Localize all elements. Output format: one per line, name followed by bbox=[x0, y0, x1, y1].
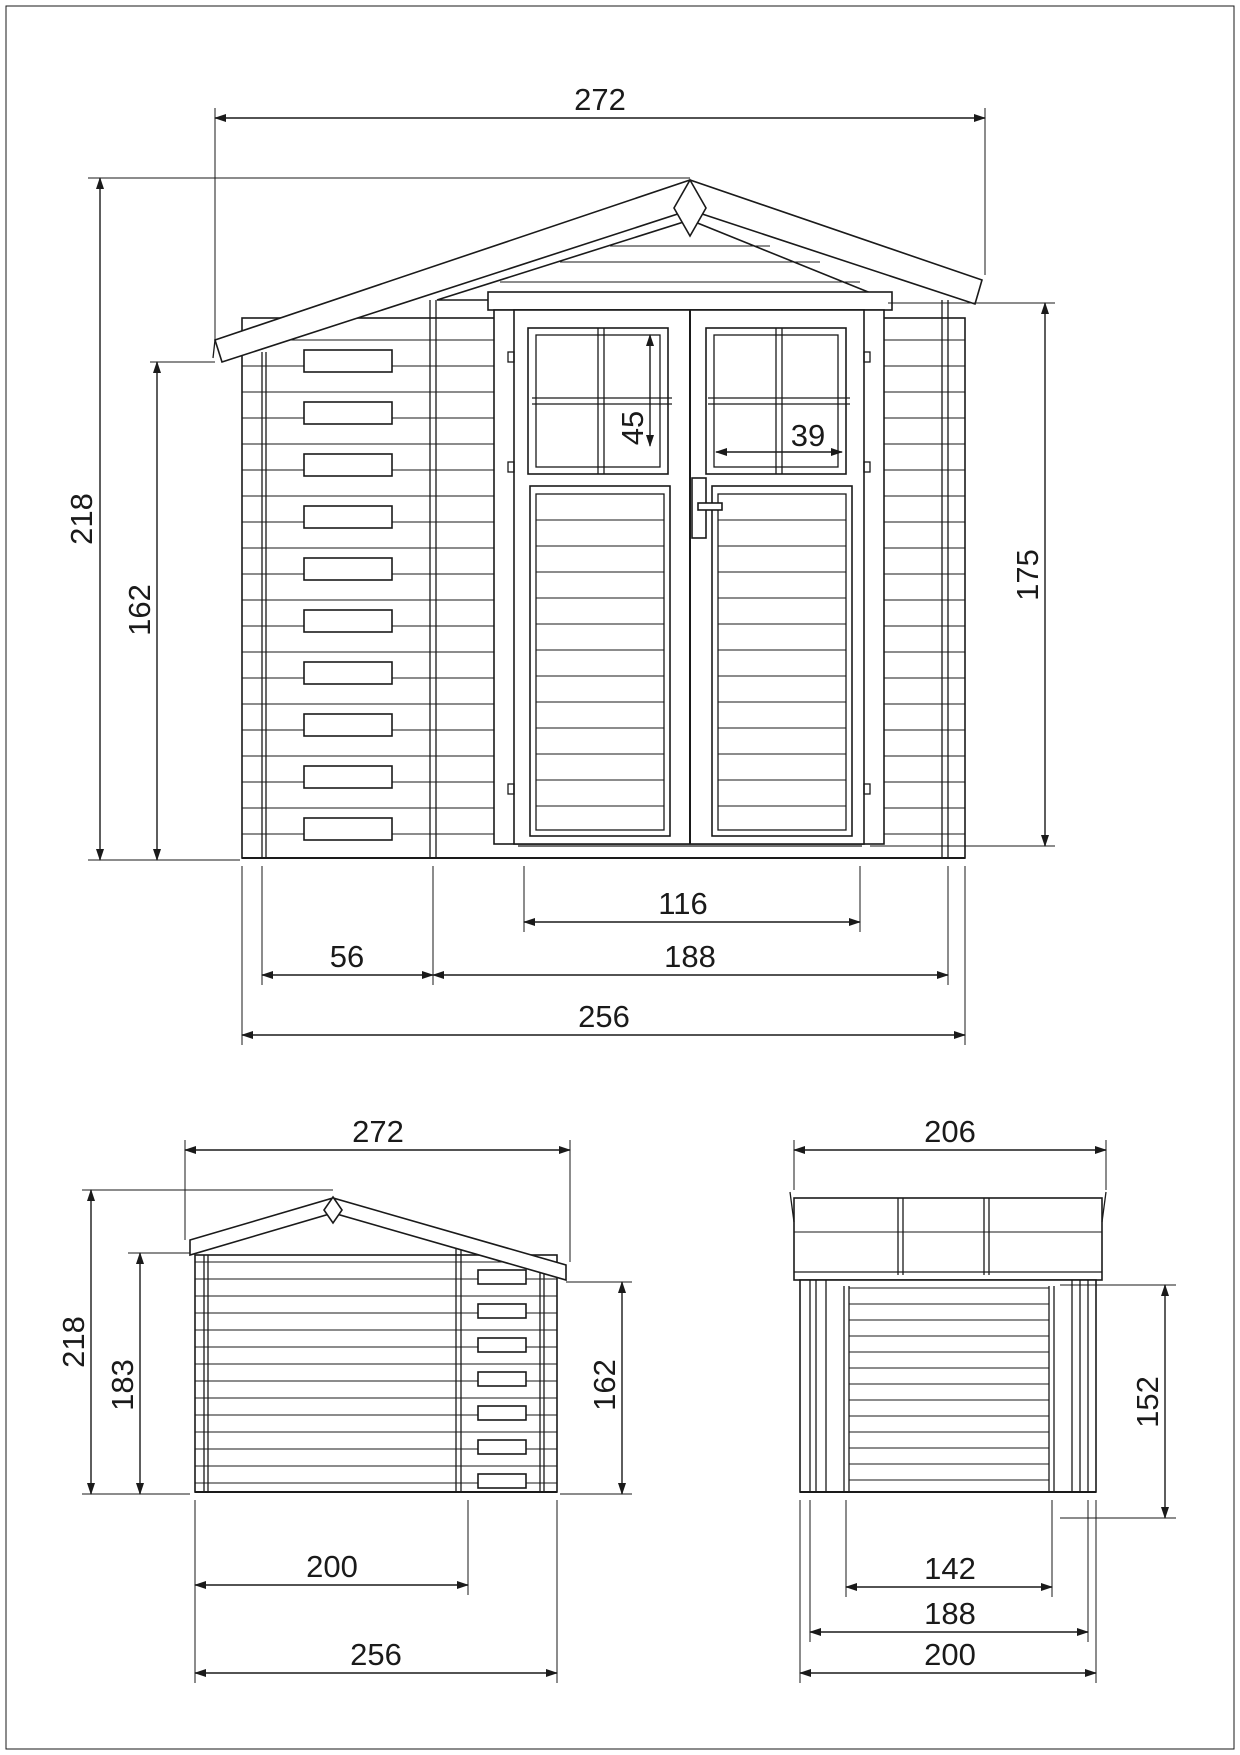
label-side-218: 218 bbox=[56, 1316, 91, 1368]
label-front-116: 116 bbox=[658, 886, 708, 921]
right-door[interactable] bbox=[706, 328, 852, 836]
label-rear-188: 188 bbox=[924, 1596, 976, 1631]
label-front-39: 39 bbox=[790, 418, 826, 453]
label-side-272: 272 bbox=[352, 1114, 404, 1149]
label-front-175: 175 bbox=[1010, 549, 1045, 601]
label-front-256: 256 bbox=[578, 999, 630, 1034]
front-view bbox=[213, 180, 982, 858]
label-side-183: 183 bbox=[105, 1359, 140, 1411]
rear-roof bbox=[794, 1198, 1102, 1280]
label-side-200: 200 bbox=[306, 1549, 358, 1584]
label-rear-152: 152 bbox=[1130, 1376, 1165, 1428]
door-handle-icon[interactable] bbox=[698, 503, 722, 510]
label-side-256: 256 bbox=[350, 1637, 402, 1672]
label-front-162: 162 bbox=[122, 584, 157, 636]
label-front-56: 56 bbox=[329, 939, 365, 974]
label-side-162: 162 bbox=[587, 1359, 622, 1411]
label-rear-142: 142 bbox=[924, 1551, 976, 1586]
side-view bbox=[190, 1197, 566, 1492]
label-front-188: 188 bbox=[664, 939, 716, 974]
door-header bbox=[488, 292, 892, 310]
label-front-218: 218 bbox=[64, 493, 99, 545]
label-front-272: 272 bbox=[574, 82, 626, 117]
label-front-45: 45 bbox=[615, 410, 650, 446]
label-rear-206: 206 bbox=[924, 1114, 976, 1149]
rear-view bbox=[790, 1192, 1106, 1492]
label-rear-200: 200 bbox=[924, 1637, 976, 1672]
